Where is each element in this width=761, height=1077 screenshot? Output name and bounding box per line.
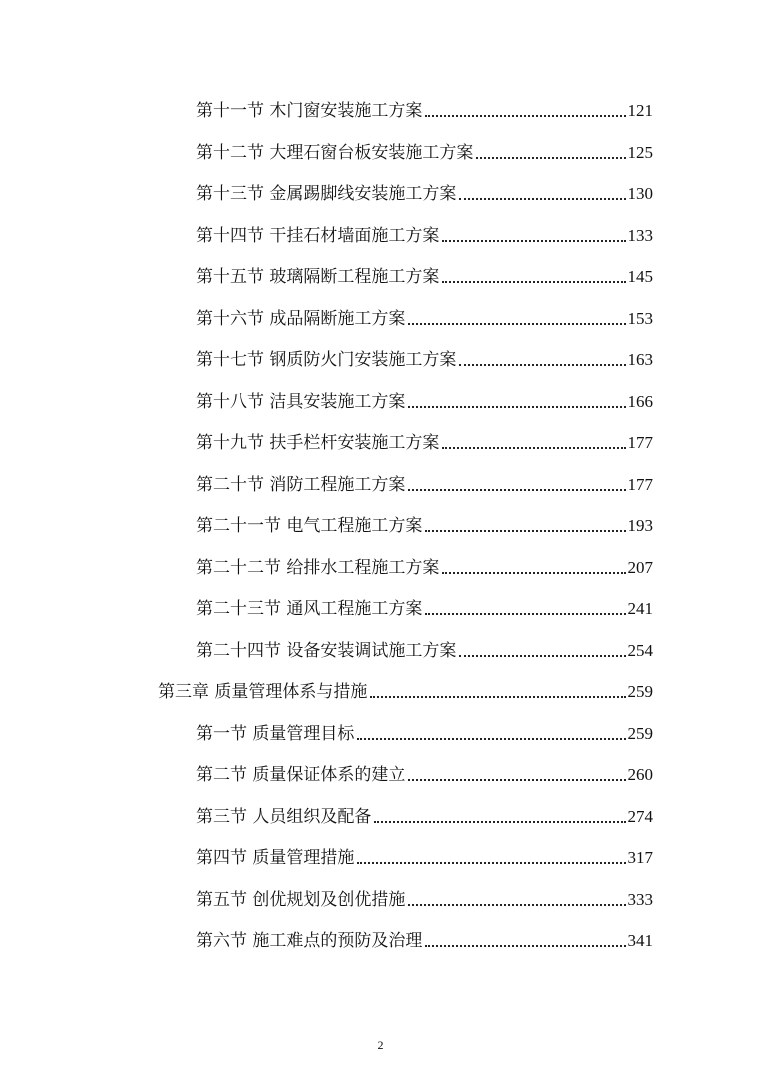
toc-entry-page: 207	[627, 558, 653, 577]
toc-entry-page: 130	[627, 184, 653, 203]
toc-entry[interactable]	[196, 177, 653, 205]
toc-entry-page: 163	[627, 350, 653, 369]
toc-entry[interactable]	[196, 219, 653, 247]
toc-entry-page: 260	[627, 765, 653, 784]
toc-entry[interactable]	[196, 634, 653, 662]
dot-leader	[425, 529, 625, 532]
toc-entry-title: 第十九节 扶手栏杆安装施工方案	[196, 433, 440, 453]
toc-entry-title: 第十三节 金属踢脚线安装施工方案	[196, 184, 457, 204]
toc-entry-page: 317	[627, 848, 653, 867]
toc-entry-page: 133	[627, 226, 653, 245]
toc-entry[interactable]	[196, 924, 653, 952]
toc-entry-page: 121	[627, 101, 653, 120]
dot-leader	[459, 363, 625, 366]
toc-entry-title: 第二节 质量保证体系的建立	[196, 765, 406, 785]
toc-entry[interactable]	[196, 385, 653, 413]
toc-entry-title: 第三章 质量管理体系与措施	[158, 682, 368, 702]
toc-entry-title: 第十二节 大理石窗台板安装施工方案	[196, 143, 474, 163]
toc-entry[interactable]	[196, 509, 653, 537]
dot-leader	[370, 695, 625, 698]
toc-entry-title: 第二十一节 电气工程施工方案	[196, 516, 423, 536]
dot-leader	[442, 280, 625, 283]
toc-entry-page: 193	[627, 516, 653, 535]
toc-entry-page: 333	[627, 890, 653, 909]
dot-leader	[408, 903, 625, 906]
toc-entry-page: 274	[627, 807, 653, 826]
toc-entry[interactable]	[196, 136, 653, 164]
dot-leader	[442, 571, 625, 574]
toc-entry-title: 第十八节 洁具安装施工方案	[196, 392, 406, 412]
toc-entry-title: 第十六节 成品隔断施工方案	[196, 309, 406, 329]
dot-leader	[408, 488, 625, 491]
toc-chapter-entry[interactable]	[158, 675, 653, 703]
toc-entry-title: 第十五节 玻璃隔断工程施工方案	[196, 267, 440, 287]
toc-entry[interactable]	[196, 426, 653, 454]
dot-leader	[374, 820, 625, 823]
toc-entry[interactable]	[196, 551, 653, 579]
toc-entry[interactable]	[196, 302, 653, 330]
dot-leader	[442, 239, 625, 242]
toc-entry-page: 177	[627, 433, 653, 452]
dot-leader	[425, 612, 625, 615]
toc-entry-page: 125	[627, 143, 653, 162]
toc-entry-title: 第二十四节 设备安装调试施工方案	[196, 641, 457, 661]
toc-entry-page: 177	[627, 475, 653, 494]
page-number: 2	[377, 1038, 384, 1052]
toc-entry-title: 第十七节 钢质防火门安装施工方案	[196, 350, 457, 370]
toc-entry-page: 259	[627, 724, 653, 743]
dot-leader	[357, 861, 625, 864]
toc-entry-title: 第四节 质量管理措施	[196, 848, 355, 868]
toc-entry[interactable]	[196, 883, 653, 911]
toc-entry-page: 341	[627, 931, 653, 950]
dot-leader	[459, 197, 625, 200]
toc-entry[interactable]	[196, 800, 653, 828]
toc-entry-title: 第十四节 干挂石材墙面施工方案	[196, 226, 440, 246]
toc-entry[interactable]	[196, 717, 653, 745]
toc-entry-title: 第二十节 消防工程施工方案	[196, 475, 406, 495]
toc-entry-page: 254	[627, 641, 653, 660]
toc-entry-page: 259	[627, 682, 653, 701]
toc-entry[interactable]	[196, 592, 653, 620]
toc-entry[interactable]	[196, 94, 653, 122]
toc-entry[interactable]	[196, 260, 653, 288]
toc-entry-title: 第三节 人员组织及配备	[196, 807, 372, 827]
dot-leader	[408, 778, 625, 781]
dot-leader	[442, 446, 625, 449]
toc-entry-title: 第十一节 木门窗安装施工方案	[196, 101, 423, 121]
toc-entry[interactable]	[196, 758, 653, 786]
toc-entry-title: 第五节 创优规划及创优措施	[196, 890, 406, 910]
dot-leader	[357, 737, 625, 740]
dot-leader	[459, 654, 625, 657]
dot-leader	[408, 405, 625, 408]
dot-leader	[425, 944, 625, 947]
dot-leader	[408, 322, 625, 325]
dot-leader	[476, 156, 625, 159]
toc-entry-page: 145	[627, 267, 653, 286]
toc-entry[interactable]	[196, 343, 653, 371]
toc-entry-title: 第六节 施工难点的预防及治理	[196, 931, 423, 951]
toc-entry-page: 153	[627, 309, 653, 328]
dot-leader	[425, 114, 625, 117]
toc-entry[interactable]	[196, 468, 653, 496]
toc-entry-page: 241	[627, 599, 653, 618]
toc-entry-title: 第一节 质量管理目标	[196, 724, 355, 744]
toc-entry-title: 第二十二节 给排水工程施工方案	[196, 558, 440, 578]
toc-entry[interactable]	[196, 841, 653, 869]
toc-entry-page: 166	[627, 392, 653, 411]
toc-entry-title: 第二十三节 通风工程施工方案	[196, 599, 423, 619]
